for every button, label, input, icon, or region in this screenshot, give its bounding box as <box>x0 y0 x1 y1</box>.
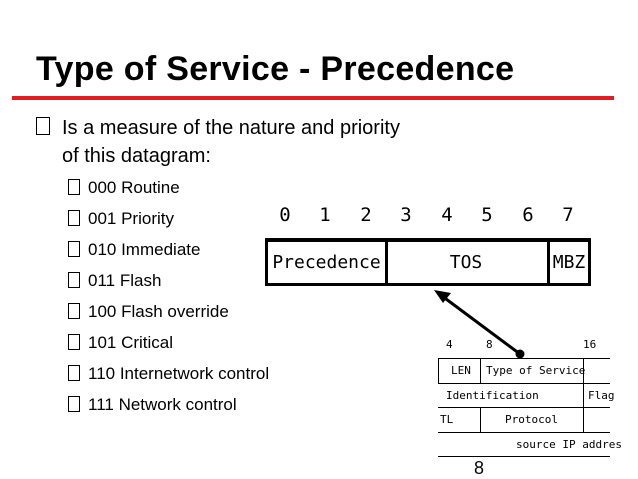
bit-label: 16 <box>583 338 597 351</box>
bit-label: 4 <box>446 338 453 351</box>
list-item: 011 Flash <box>68 271 161 291</box>
type-of-service-field: Type of Service <box>486 364 586 377</box>
list-item: 101 Critical <box>68 333 173 353</box>
bit-number: 7 <box>562 204 574 226</box>
mbz-field: MBZ <box>547 238 591 286</box>
bit-number: 4 <box>441 204 453 226</box>
bit-number: 1 <box>319 204 331 226</box>
page-number: 8 <box>474 458 485 478</box>
list-item: 001 Priority <box>68 209 174 229</box>
list-item: 110 Internetwork control <box>68 364 269 384</box>
source-ip-field: source IP addres <box>516 438 622 451</box>
list-item: 010 Immediate <box>68 240 200 260</box>
intro-text: Is a measure of the nature and priority of this datagram: <box>62 117 400 167</box>
protocol-field: Protocol <box>505 413 558 426</box>
len-field: LEN <box>451 364 471 377</box>
bit-number: 0 <box>279 204 291 226</box>
bit-number: 6 <box>522 204 534 226</box>
bit-number: 5 <box>481 204 493 226</box>
bit-number: 2 <box>360 204 372 226</box>
precedence-field: Precedence <box>265 238 388 286</box>
bit-number: 3 <box>400 204 412 226</box>
identification-field: Identification <box>446 389 539 402</box>
list-item: 100 Flash override <box>68 302 229 322</box>
flags-field: Flag <box>588 389 615 402</box>
list-item: 111 Network control <box>68 395 237 415</box>
tos-field: TOS <box>385 238 550 286</box>
list-item: 000 Routine <box>68 178 180 198</box>
slide-title: Type of Service - Precedence <box>36 50 515 88</box>
bit-label: 8 <box>486 338 493 351</box>
ttl-field: TL <box>440 413 454 426</box>
